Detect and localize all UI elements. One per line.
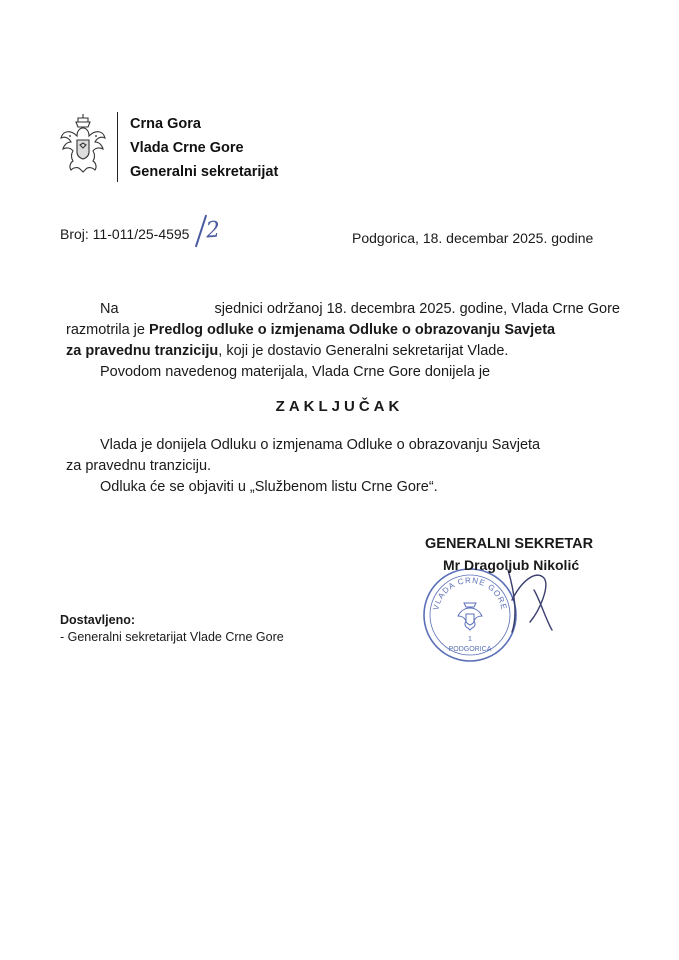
letterhead-divider (117, 112, 118, 182)
coat-of-arms-icon (58, 112, 108, 180)
paragraph-session (66, 299, 620, 383)
conclusion-heading: ZAKLJUČAK (275, 398, 404, 415)
signatory-name: Mr Dragoljub Nikolić (443, 557, 580, 573)
letterhead-country: Crna Gora (130, 116, 201, 132)
stamp-emblem-icon (458, 603, 482, 630)
para1-line2-pre: razmotrila je (66, 322, 149, 338)
para1-line1-start: Na (100, 301, 119, 317)
para1-line3-post: , koji je dostavio Generalni sekretarijat Vlade. (218, 343, 509, 359)
document-date: Podgorica, 18. decembar 2025. godine (352, 230, 594, 246)
signatory-title: GENERALNI SEKRETAR (425, 536, 594, 552)
paragraph-conclusion (66, 435, 620, 498)
handwritten-suffix: 2 (205, 217, 221, 244)
stamp-number: 1 (468, 636, 472, 643)
letterhead-office: Generalni sekretarijat (130, 164, 279, 180)
para2-line2: za pravednu tranziciju. (66, 458, 212, 474)
distribution-label: Dostavljeno: (60, 613, 136, 627)
para2-line3: Odluka će se objaviti u „Službenom listu Crne Gore“. (100, 479, 438, 495)
stamp-text-top: VLADA CRNE GORE (431, 575, 509, 612)
letterhead (130, 112, 278, 184)
stamp-city: PODGORICA (448, 646, 492, 653)
para2-line1: Vlada je donijela Odluku o izmjenama Odluke o obrazovanju Savjeta (100, 437, 541, 453)
distribution-item: - Generalni sekretarijat Vlade Crne Gore (60, 630, 284, 644)
svg-text:VLADA CRNE GORE (431, 576, 508, 611)
proposal-title-part1: Predlog odluke o izmjenama Odluke o obrazovanju Savjeta (149, 322, 556, 338)
letterhead-government: Vlada Crne Gore (130, 140, 244, 156)
reference-number: Broj: 11-011/25-4595 (60, 226, 190, 242)
proposal-title-part2: za pravednu tranziciju (66, 343, 219, 359)
para1-line4: Povodom navedenog materijala, Vlada Crne Gore donijela je (100, 364, 491, 380)
para1-line1-rest: sjednici održanoj 18. decembra 2025. godine, Vlada Crne Gore (214, 301, 620, 317)
